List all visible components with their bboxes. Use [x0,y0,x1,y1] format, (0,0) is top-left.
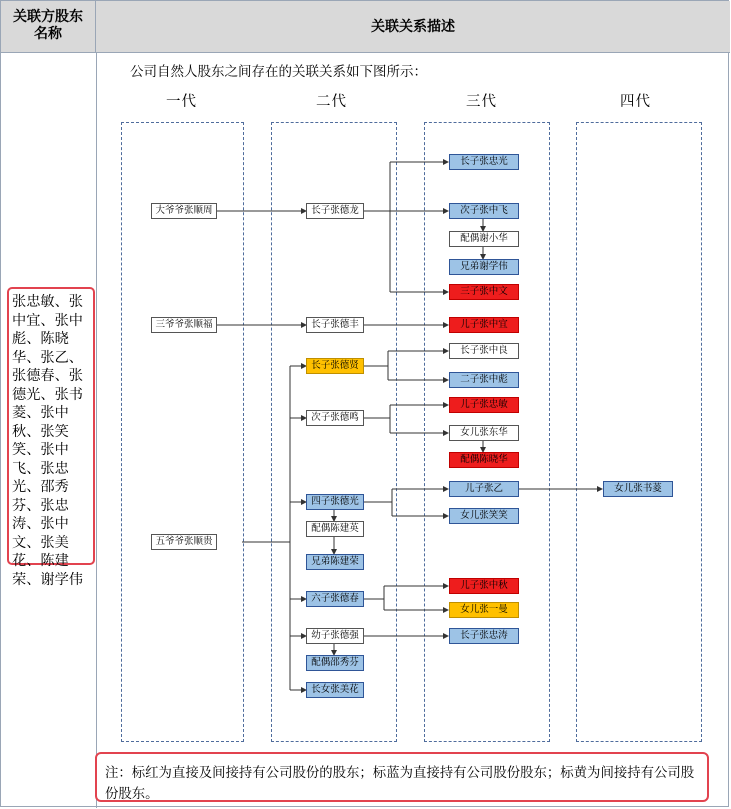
header-name-label: 关联方股东名称 [13,9,83,42]
node-g3-e: 三子张中文 [449,284,519,300]
node-g2-e: 四子张德光 [306,494,364,510]
node-g2-f: 配偶陈建英 [306,521,364,537]
intro-text: 公司自然人股东之间存在的关联关系如下图所示： [130,64,427,80]
node-g1-b: 三爷爷张顺福 [151,317,217,333]
node-g2-d: 次子张德鸣 [306,410,364,426]
node-g3-j: 女儿张东华 [449,425,519,441]
node-g3-n: 儿子张中秋 [449,578,519,594]
generation-2-label: 二代 [316,94,347,110]
node-g3-k: 配偶陈晓华 [449,452,519,468]
node-g2-b: 长子张德丰 [306,317,364,333]
generation-1-label: 一代 [166,94,197,110]
node-g1-a: 大爷爷张顺周 [151,203,217,219]
node-g2-k: 长女张美花 [306,682,364,698]
node-g3-g: 长子张中良 [449,343,519,359]
node-g3-d: 兄弟谢学伟 [449,259,519,275]
node-g2-i: 幼子张德强 [306,628,364,644]
node-g3-c: 配偶谢小华 [449,231,519,247]
node-g3-b: 次子张中飞 [449,203,519,219]
shareholder-names: 张忠敏、张中宜、张中彪、陈晓华、张乙、张德春、张德光、张书菱、张中秋、张笑笑、张中飞、张忠光、邵秀芬、张忠涛、张中文、张美花、陈建荣、谢学伟 [7,287,95,565]
generation-3-label: 三代 [466,94,497,110]
node-g3-i: 儿子张忠敏 [449,397,519,413]
footnote: 注：标红为直接及间接持有公司股份的股东；标蓝为直接持有公司股份股东；标黄为间接持有公司股份股东。 [95,752,709,802]
node-g2-c: 长子张德贤 [306,358,364,374]
node-g2-h: 六子张德春 [306,591,364,607]
node-g3-h: 二子张中彪 [449,372,519,388]
node-g2-a: 长子张德龙 [306,203,364,219]
node-g4-a: 女儿张书菱 [603,481,673,497]
generation-4-label: 四代 [620,94,651,110]
header-relation-label: 关联关系描述 [371,19,455,35]
node-g3-f: 儿子张中宜 [449,317,519,333]
node-g3-p: 长子张忠涛 [449,628,519,644]
node-g3-m: 女儿张笑笑 [449,508,519,524]
node-g3-o: 女儿张一曼 [449,602,519,618]
node-g1-c: 五爷爷张顺贵 [151,534,217,550]
node-g3-a: 长子张忠光 [449,154,519,170]
node-g2-j: 配偶邵秀芬 [306,655,364,671]
node-g3-l: 儿子张乙 [449,481,519,497]
node-g2-g: 兄弟陈建荣 [306,554,364,570]
